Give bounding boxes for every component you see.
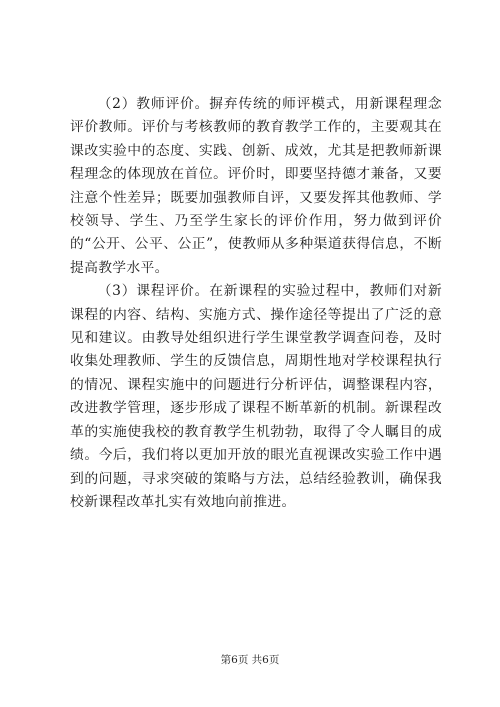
- document-body: [70, 93, 442, 514]
- paragraph-course-evaluation: （3）课程评价。在新课程的实验过程中，教师们对新课程的内容、结构、实施方式、操作途径等提出了广泛的意见和建议。由教导处组织进行学生课堂教学调查问卷，及时收集处理教师、学生的反馈信息，周期性地对学校课程执行的情况、课程实施中的问题进行分析评估，调整课程内容，改进教学管理，逐步形成了课程不断革新的机制。新课程改革的实施使我校的教育教学生机勃勃，取得了令人瞩目的成绩。今后，我们将以更加开放的眼光直视课改实验工作中遇到的问题，寻求突破的策略与方法，总结经验教训，确保我校新课程改革扎实有效地向前推进。: [70, 283, 442, 510]
- paragraph-teacher-evaluation: （2）教师评价。摒弃传统的师评模式，用新课程理念评价教师。评价与考核教师的教育教学工作的，主要观其在课改实验中的态度、实践、创新、成效，尤其是把教师新课程理念的体现放在首位。评价时，即要坚持德才兼备，又要注意个性差异；既要加强教师自评，又要发挥其他教师、学校领导、学生、乃至学生家长的评价作用，努力做到评价的“公开、公平、公正”，使教师从多种渠道获得信息，不断提高教学水平。: [70, 96, 442, 276]
- page-footer: 第6页 共6页: [220, 654, 280, 666]
